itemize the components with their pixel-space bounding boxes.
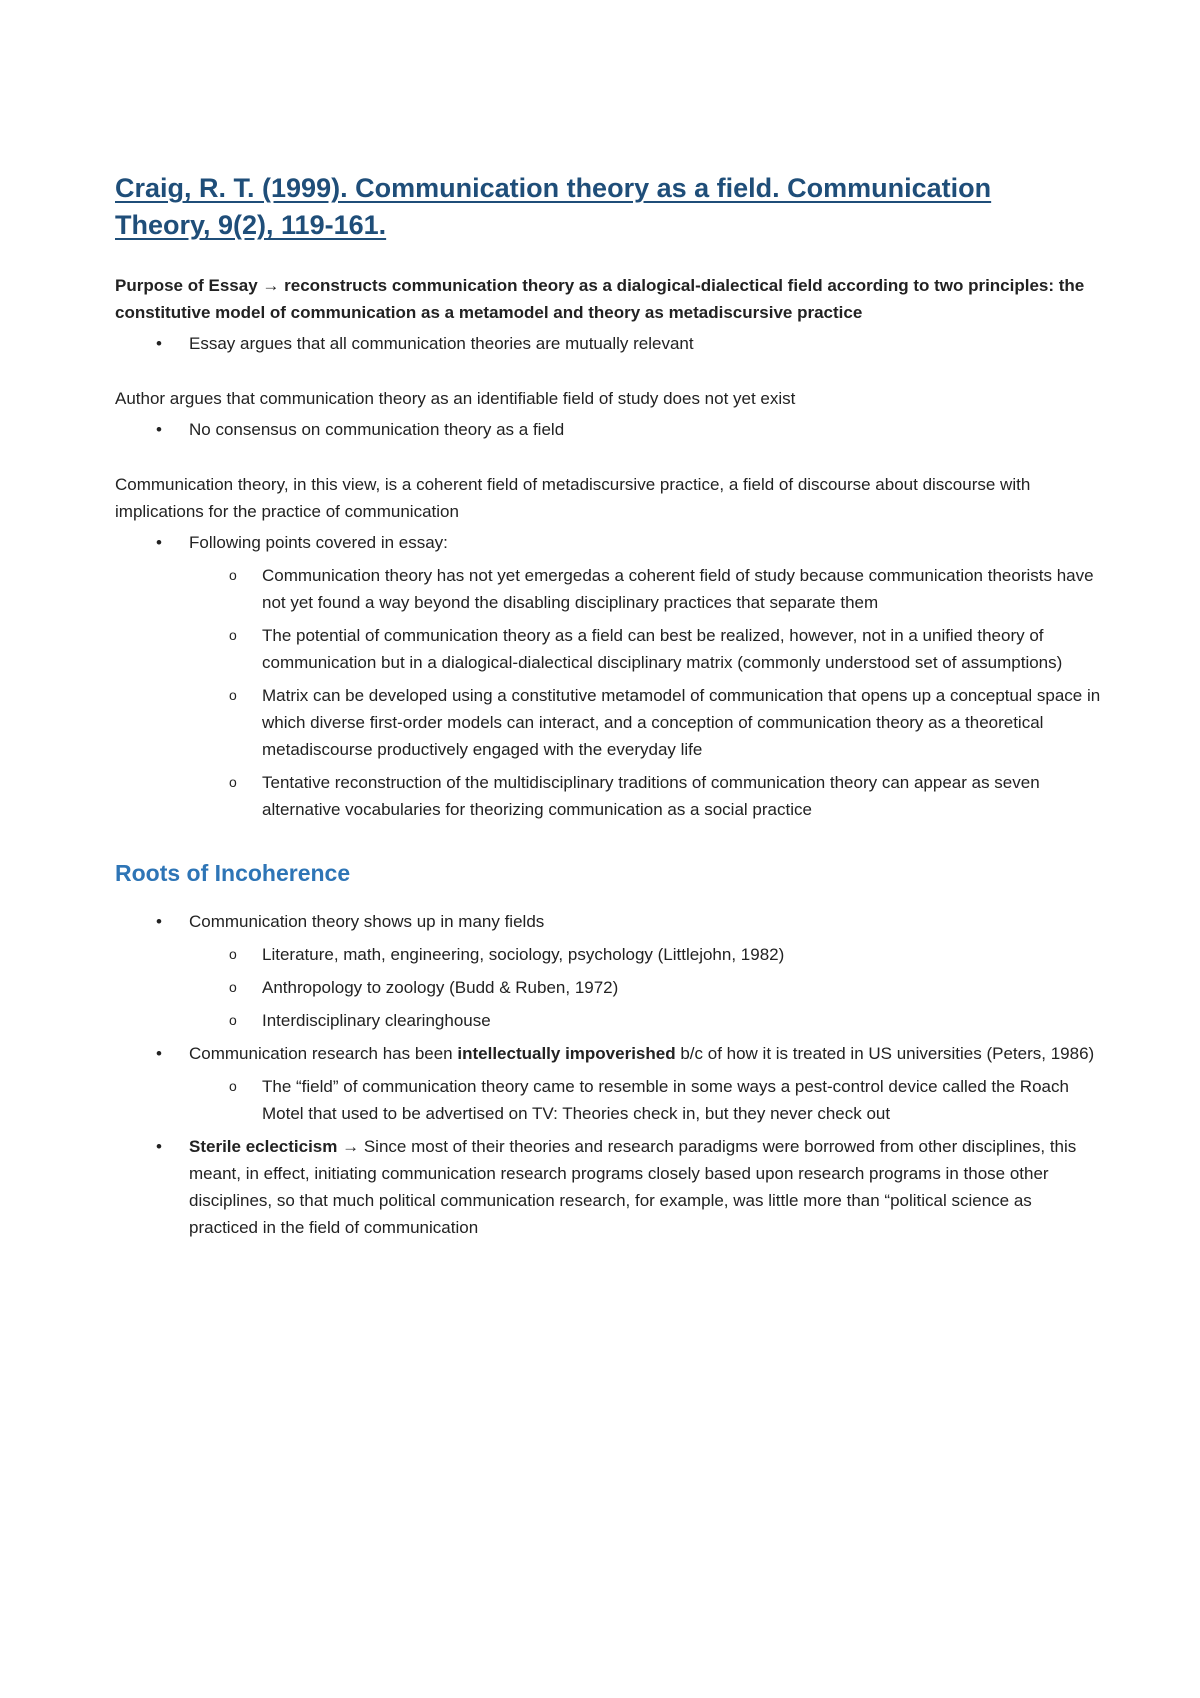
author-paragraph: Author argues that communication theory as an identifiable field of study does not yet exist [115,389,796,408]
roots-list [115,908,1105,1241]
bullet-icon: • [156,1044,162,1064]
arrow-icon: → [262,276,280,295]
list-item: • Communication research has been intellectually impoverished b/c of how it is treated in US universities (Peters, 1986) [115,1040,1105,1067]
sub-list-item: o Literature, math, engineering, sociology, psychology (Littlejohn, 1982) [115,941,1105,968]
list-item: • No consensus on communication theory as a field [115,416,1105,443]
arrow-icon: → [342,1137,360,1157]
circle-bullet-icon: o [229,946,237,963]
document-body [115,170,1105,1247]
view-paragraph: Communication theory, in this view, is a coherent field of metadiscursive practice, a field of discourse about discourse with implications for the practice of communication [115,475,1031,521]
purpose-paragraph [115,272,1105,326]
purpose-label: Purpose of Essay [115,276,258,295]
list-item: • Essay argues that all communication theories are mutually relevant [115,330,1105,357]
purpose-text: reconstructs communication theory as a dialogical-dialectical field according to two principles: the constitutive model of communication as a metamodel and theory as metadiscursive practice [115,276,1085,322]
author-list [115,416,1105,443]
circle-bullet-icon: o [229,774,237,790]
list-item: • Communication theory shows up in many fields [115,908,1105,935]
circle-bullet-icon: o [229,567,237,583]
emphasis-text: intellectually impoverished [457,1044,676,1064]
circle-bullet-icon: o [229,627,237,643]
citation-title: Craig, R. T. (1999). Communication theory as a field. Communication Theory, 9(2), 119-161. [115,173,992,240]
circle-bullet-icon: o [229,687,237,703]
view-list [115,529,1105,823]
list-item: • Sterile eclecticism → Since most of their theories and research paradigms were borrowed from other disciplines, this meant, in effect, initiating communication research programs closely based upon research programs in those other disciplines, so that much political communication research, for example, was little more than “political science as practiced in the field of communication [115,1133,1105,1241]
bullet-icon: • [156,533,162,552]
circle-bullet-icon: o [229,979,237,996]
sub-list-item: o Anthropology to zoology (Budd & Ruben, 1972) [115,974,1105,1001]
circle-bullet-icon: o [229,1012,237,1029]
sub-list-item: o Interdisciplinary clearinghouse [115,1007,1105,1034]
purpose-list [115,330,1105,357]
emphasis-text: Sterile eclecticism [189,1137,338,1157]
sub-list-item: o Matrix can be developed using a constitutive metamodel of communication that opens up a conceptual space in which diverse first-order models can interact, and a conception of communication theory as a theoretical metadiscourse productively engaged with the everyday life [115,682,1105,763]
bullet-icon: • [156,1137,162,1157]
section-heading-roots: Roots of Incoherence [115,860,351,886]
sub-list-item: o Communication theory has not yet emergedas a coherent field of study because communication theorists have not yet found a way beyond the disabling disciplinary practices that separate them [115,562,1105,616]
sub-list-item: o The “field” of communication theory came to resemble in some ways a pest-control device called the Roach Motel that used to be advertised on TV: Theories check in, but they never check out [115,1073,1105,1127]
list-item: • Following points covered in essay: [115,529,1105,556]
sub-list-item: o Tentative reconstruction of the multidisciplinary traditions of communication theory can appear as seven alternative vocabularies for theorizing communication as a social practice [115,769,1105,823]
sub-list-item: o The potential of communication theory as a field can best be realized, however, not in a unified theory of communication but in a dialogical-dialectical disciplinary matrix (commonly understood set of assumptions) [115,622,1105,676]
bullet-icon: • [156,420,162,439]
bullet-icon: • [156,912,162,932]
bullet-icon: • [156,334,162,353]
circle-bullet-icon: o [229,1078,237,1095]
